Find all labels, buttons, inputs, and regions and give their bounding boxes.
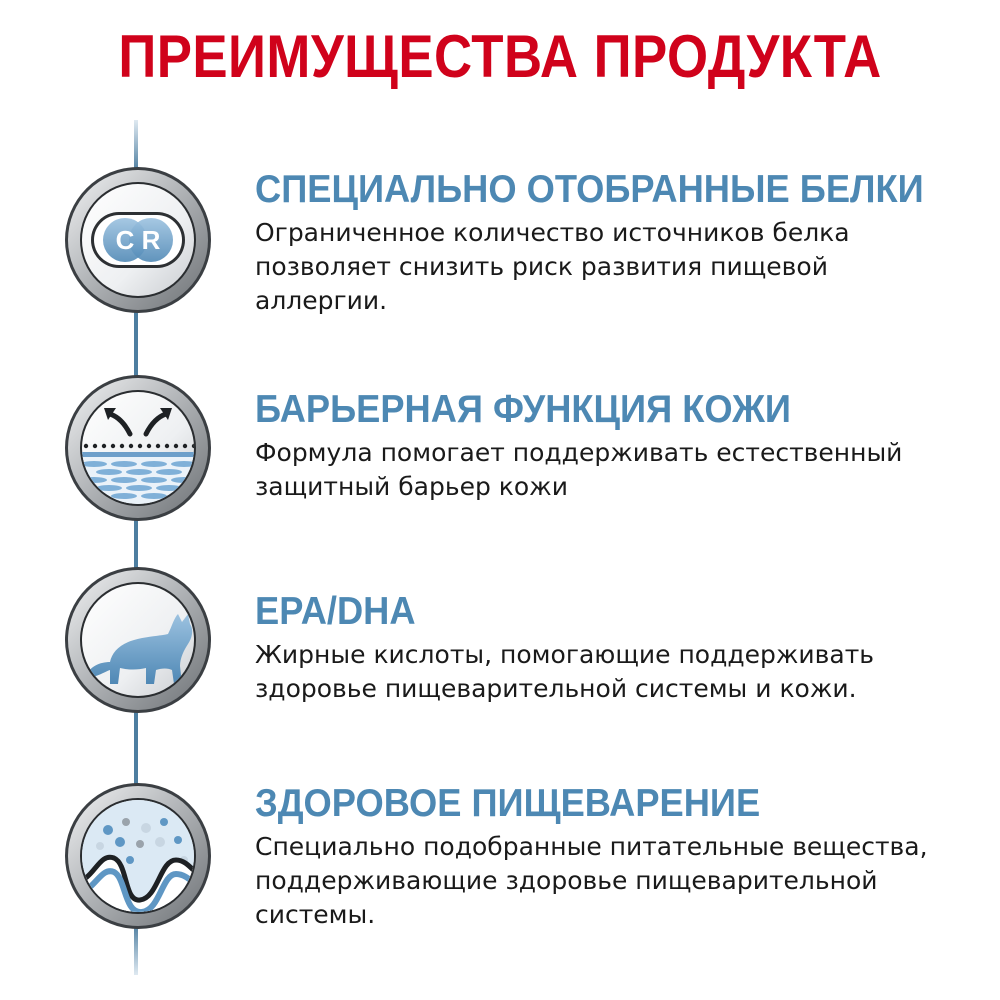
description-line: системы.	[255, 900, 376, 929]
benefit-description	[255, 436, 975, 504]
description-line: Специально подобранные питательные вещества,	[255, 832, 928, 861]
skin-barrier-badge	[64, 374, 212, 522]
benefit-heading: БАРЬЕРНАЯ ФУНКЦИЯ КОЖИ	[255, 388, 791, 431]
benefit-protein	[255, 168, 975, 318]
benefit-digestion	[255, 782, 975, 932]
description-line: Жирные кислоты, помогающие поддерживать	[255, 640, 875, 669]
benefit-description	[255, 830, 975, 932]
page-title: ПРЕИМУЩЕСТВА ПРОДУКТА	[118, 23, 882, 90]
description-line: аллергии.	[255, 286, 388, 315]
benefit-heading: EPA/DHA	[255, 590, 416, 633]
description-line: позволяет снизить риск развития пищевой	[255, 252, 828, 281]
description-line: Формула помогает поддерживать естественный	[255, 438, 903, 467]
protein-badge	[64, 166, 212, 314]
epa-dha-badge	[64, 566, 212, 714]
skin-barrier-icon	[64, 374, 212, 522]
icon-letter-r: R	[141, 225, 161, 255]
icon-letter-c: C	[115, 225, 135, 255]
cat-silhouette-icon	[64, 566, 212, 714]
benefit-epa-dha	[255, 590, 975, 706]
benefit-description	[255, 216, 975, 318]
protein-cr-icon	[64, 166, 212, 314]
digestion-badge	[64, 782, 212, 930]
description-line: защитный барьер кожи	[255, 472, 568, 501]
benefit-skin-barrier	[255, 388, 975, 504]
digestion-icon	[64, 782, 212, 930]
description-line: поддерживающие здоровье пищеварительной	[255, 866, 878, 895]
benefit-description	[255, 638, 975, 706]
benefit-heading: СПЕЦИАЛЬНО ОТОБРАННЫЕ БЕЛКИ	[255, 168, 924, 211]
description-line: здоровье пищеварительной системы и кожи.	[255, 674, 857, 703]
description-line: Ограниченное количество источников белка	[255, 218, 850, 247]
benefit-heading: ЗДОРОВОЕ ПИЩЕВАРЕНИЕ	[255, 782, 761, 825]
